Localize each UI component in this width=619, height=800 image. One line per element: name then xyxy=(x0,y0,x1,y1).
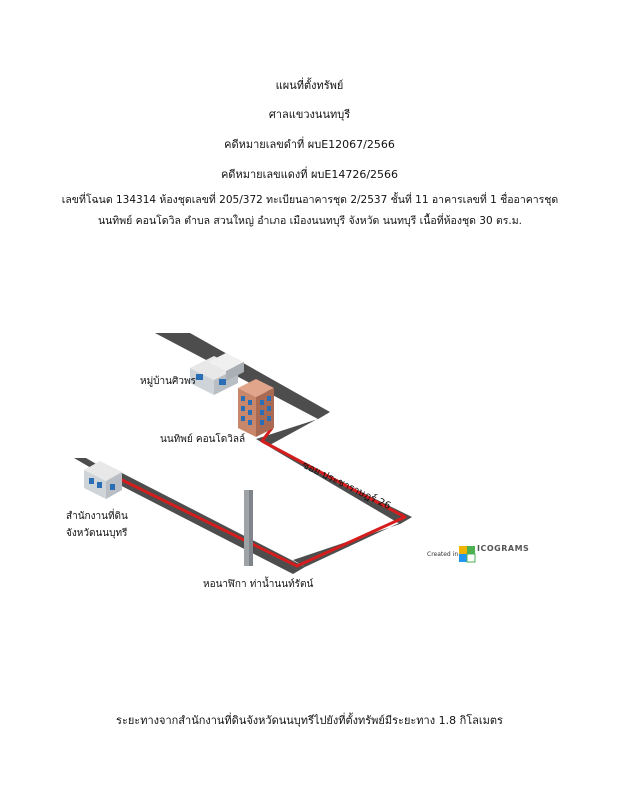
distance-text: ระยะทางจากสำนักงานที่ดินจังหวัดนนบุทรีไปยังที่ตั้งทรัพย์มีระยะทาง 1.8 กิโลเมตร xyxy=(116,714,503,727)
land-office-label-line2: จังหวัดนนบุทรี xyxy=(66,528,128,539)
village-building xyxy=(190,353,244,395)
red-case-number: คดีหมายเลขแดงที่ ผบE14726/2566 xyxy=(220,168,399,181)
watermark-brand: ICOGRAMS xyxy=(477,544,530,553)
soi-label: ซอย ประชาราษฎร์ 26 xyxy=(300,459,393,513)
description-line-1: เลขที่โฉนด 134314 ห้องชุดเลขที่ 205/372 ทะเบียนอาคารชุด 2/2537 ชั้นที่ 11 อาคารเลขที่ 1 ชื่ออาคารชุด xyxy=(61,194,559,206)
description-line-2: นนทิพย์ คอนโดวิล ตำบล สวนใหญ่ อำเภอ เมืองนนทบุรี จังหวัด นนทบุรี เนื้อที่ห้องชุด 30 ตร.ม. xyxy=(97,215,523,227)
watermark-created: Created in xyxy=(427,551,459,558)
condo-building xyxy=(238,379,274,437)
clock-tower-label: หอนาฬิกา ท่าน้ำนนท์รัตน์ xyxy=(203,579,314,590)
land-office-label-line1: สำนักงานที่ดิน xyxy=(66,511,128,522)
black-case-number: คดีหมายเลขดำที่ ผบE12067/2566 xyxy=(224,138,395,151)
page-title: แผนที่ตั้งทรัพย์ xyxy=(275,79,344,92)
clock-tower-pillar xyxy=(244,490,253,566)
court-name: ศาลแขวงนนทบุรี xyxy=(268,108,351,121)
condo-label: นนทิพย์ คอนโดวิลล์ xyxy=(160,434,246,445)
village-label: หมู่บ้านศิวพร xyxy=(140,376,196,387)
icograms-logo-icon xyxy=(459,546,475,562)
